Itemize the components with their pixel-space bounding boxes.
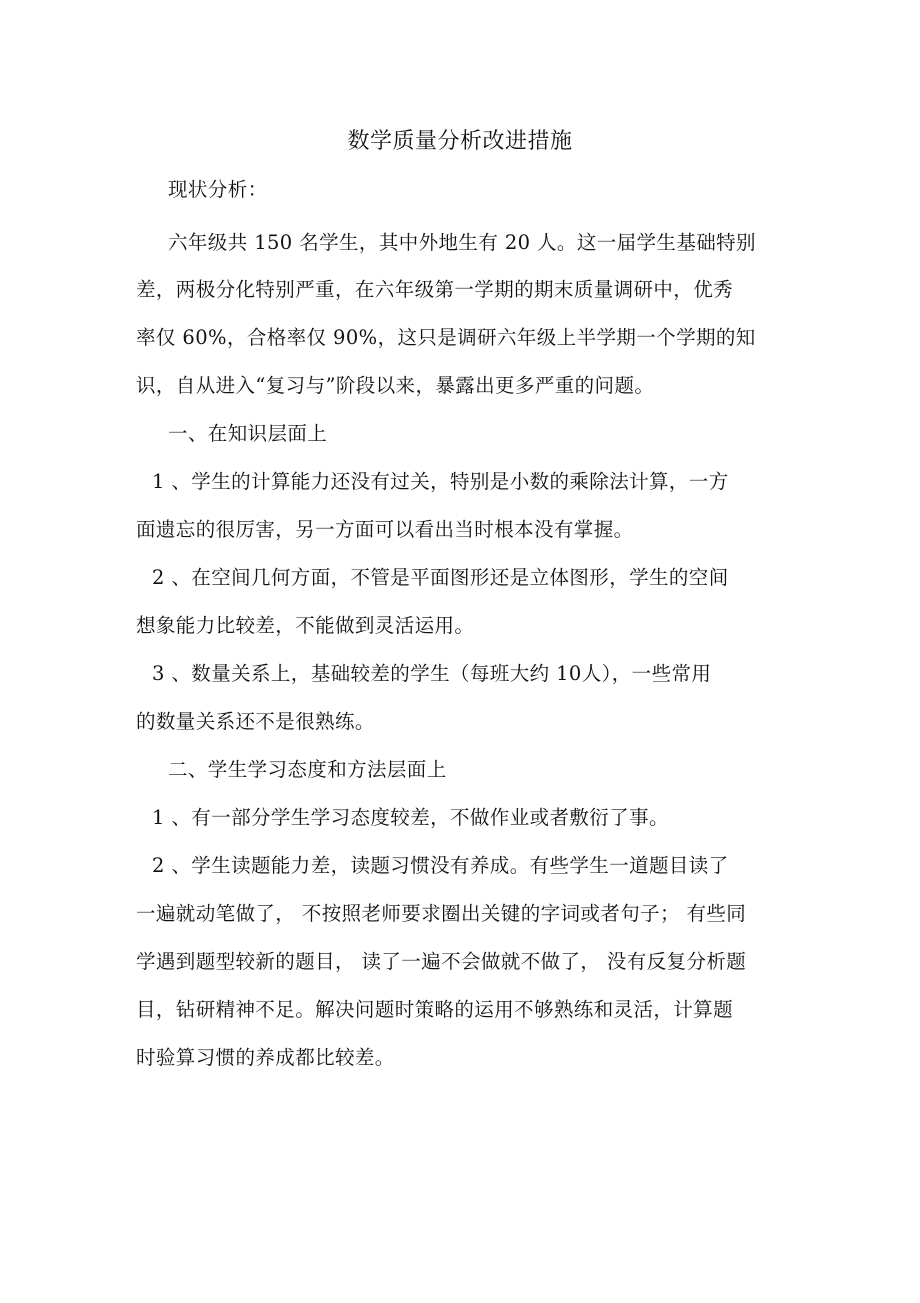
list-item-line: 想象能力比较差，不能做到灵活运用。 (136, 614, 475, 637)
paragraph-line: 六年级共 150 名学生，其中外地生有 20 人。这一届学生基础特别 (168, 231, 756, 254)
list-item-line: 1 、学生的计算能力还没有过关，特别是小数的乘除法计算，一方 (152, 470, 729, 493)
list-item-line: 3 、数量关系上，基础较差的学生（每班大约 10人），一些常用 (152, 662, 712, 685)
section-heading-knowledge: 一、在知识层面上 (168, 422, 328, 445)
list-item-line: 学遇到题型较新的题目， 读了一遍不会做就不做了， 没有反复分析题 (136, 950, 747, 973)
list-item-line: 时验算习惯的养成都比较差。 (136, 1046, 395, 1069)
list-item-line: 2 、在空间几何方面，不管是平面图形还是立体图形，学生的空间 (152, 566, 729, 589)
document-title: 数学质量分析改进措施 (347, 129, 573, 154)
section-heading-attitude: 二、学生学习态度和方法层面上 (168, 758, 447, 781)
list-item-line: 一遍就动笔做了， 不按照老师要求圈出关键的字词或者句子； 有些同 (136, 902, 747, 925)
list-item-line: 2 、学生读题能力差，读题习惯没有养成。有些学生一道题目读了 (152, 854, 729, 877)
list-item-line: 目，钻研精神不足。解决问题时策略的运用不够熟练和灵活，计算题 (136, 998, 734, 1021)
list-item-line: 1 、有一部分学生学习态度较差，不做作业或者敷衍了事。 (152, 806, 669, 829)
section-heading-status: 现状分析： (168, 178, 268, 201)
list-item-line: 面遗忘的很厉害，另一方面可以看出当时根本没有掌握。 (136, 518, 634, 541)
paragraph-line: 率仅 60%，合格率仅 90%，这只是调研六年级上半学期一个学期的知 (136, 326, 756, 349)
paragraph-line: 识，自从进入“复习与”阶段以来，暴露出更多严重的问题。 (136, 374, 655, 397)
paragraph-line: 差，两极分化特别严重，在六年级第一学期的期末质量调研中，优秀 (136, 278, 734, 301)
list-item-line: 的数量关系还不是很熟练。 (136, 710, 375, 733)
